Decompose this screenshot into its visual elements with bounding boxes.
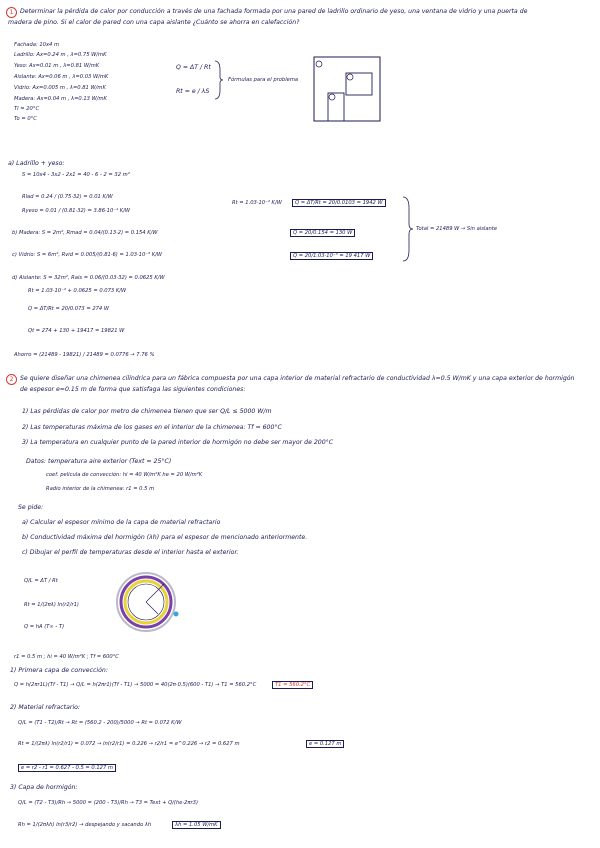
p2-given-2: Radio interior de la chimenea: r1 = 0.5 m: [46, 486, 155, 492]
p1-part-a-line-2: Rlad = 0.24 / (0.75·32) = 0.01 K/W: [22, 194, 113, 200]
p1-data-2: Yeso: Ax=0.01 m , λ=0.81 W/mK: [14, 63, 100, 69]
p1-part-a-result-2: Q = ΔT/Rt = 20/0.0103 = 1942 W: [292, 199, 386, 207]
p1-data-1: Ladrillo: Ax=0.24 m , λ=0.75 W/mK: [14, 52, 107, 58]
p1-part-d-line-3: Qt = 274 + 130 + 19417 = 19821 W: [28, 328, 125, 334]
p1-formula-2: Rt = e / λS: [176, 88, 210, 95]
p2-condition-2: 2) Las temperaturas máxima de los gases en el interior de la chimenea: Tf = 600°C: [22, 424, 282, 431]
p2-ask-b: b) Conductividad máxima del hormigón (λh) para el espesor de mencionado anteriormente.: [22, 534, 308, 541]
p1-part-d-line-2: Q = ΔT/Rt = 20/0.073 = 274 W: [28, 306, 109, 312]
p1-formula-note: Fórmulas para el problema: [228, 77, 299, 83]
p2-formula-2: Rt = 1/(2πλ) ln(r2/r1): [24, 602, 79, 608]
p2-step2-title: 2) Material refractario:: [10, 704, 81, 711]
p2-step3-result: λh = 1.05 W/mK: [172, 821, 221, 829]
p2-formula-3: Q = hA (T∞ - T): [24, 624, 65, 630]
p2-step2-a: Q/L = (T1 - T2)/Rt → Rt = (560.2 - 200)/5000 → Rt = 0.072 K/W: [18, 720, 182, 726]
p1-data-7: To = 0°C: [14, 116, 37, 122]
p2-given-1: coef. pelicula de convección: hi = 40 W/m²K he = 20 W/m²K: [46, 472, 203, 478]
p1-statement-line-2: madera de pino. Si el calor de pared con una capa aislante ¿Cuánto se ahorra en calefacción?: [8, 19, 300, 26]
p2-condition-1: 1) Las pérdidas de calor por metro de chimenea tienen que ser Q/L ≤ 5000 W/m: [22, 408, 272, 415]
p2-ask-c: c) Dibujar el perfil de temperaturas desde el interior hasta el exterior.: [22, 549, 239, 556]
p1-total: Total = 21489 W → Sin aislante: [416, 226, 498, 232]
p2-step3-b: Rh = 1/(2πλh) ln(r3/r2) → despejando y sacando λh: [18, 822, 152, 828]
p1-total-brace: [402, 196, 414, 262]
p2-formula-1: Q/L = ΔT / Rt: [24, 578, 58, 584]
p1-data-3: Aislante: Ax=0.06 m , λ=0.03 W/mK: [14, 74, 109, 80]
chimney-cross-section: [114, 570, 184, 634]
p1-part-d: d) Aislante: S = 32m², Rais = 0.06/(0.03·32) = 0.0625 K/W: [12, 275, 165, 281]
p1-part-a-line-3: Ryeso = 0.01 / (0.81·32) = 3.86·10⁻⁴ K/W: [22, 208, 131, 214]
p1-part-a-result-1: Rt = 1.03·10⁻² K/W: [232, 200, 282, 206]
p2-step1-title: 1) Primera capa de convección:: [10, 667, 108, 674]
p2-r-values: r1 = 0.5 m ; hi = 40 W/m²K ; Tf = 600°C: [14, 654, 119, 660]
p1-part-b: b) Madera: S = 2m², Rmad = 0.04/(0.13·2) = 0.154 K/W: [12, 230, 158, 236]
facade-sketch: [312, 55, 384, 125]
p1-part-c: c) Vidrio: S = 6m², Rvid = 0.005/(0.81·6) = 1.03·10⁻³ K/W: [12, 252, 163, 258]
p1-saving: Ahorro = (21489 - 19821) / 21489 = 0.0776 → 7.76 %: [14, 352, 155, 358]
p2-step1-result: T1 = 560.2°C: [272, 681, 313, 689]
p1-data-6: Ti = 20°C: [14, 106, 40, 112]
p2-given-title: Datos: temperatura aire exterior (Text = 25°C): [26, 458, 172, 465]
p2-step3-title: 3) Capa de hormigón:: [10, 784, 78, 791]
p2-statement-line-2: de espesor e=0.15 m de forma que satisfaga las siguientes condiciones:: [20, 386, 246, 393]
problem-1-number: 1: [6, 7, 17, 18]
p2-step3-a: Q/L = (T2 - T3)/Rh → 5000 = (200 - T3)/Rh → T3 = Text + Q/(he·2πr3): [18, 800, 198, 806]
p1-statement-line-1: Determinar la pérdida de calor por conducción a través de una fachada formada por una pared de ladrillo ordinario de yeso, una ventana de vidrio y una puerta de: [20, 8, 528, 15]
p1-part-c-result: Q = 20/1.03·10⁻³ = 19 417 W: [290, 252, 373, 260]
p1-data-0: Fachada: 10x4 m: [14, 42, 60, 48]
p2-step1: Q = h(2πr1L)(Tf - T1) → Q/L = h(2πr1)(Tf - T1) → 5000 = 40(2π·0.5)(600 - T1) → T1 = 560.2°C: [14, 682, 257, 688]
p1-data-4: Vidrio: Ax=0.005 m , λ=0.81 W/mK: [14, 85, 106, 91]
p1-formula-brace: [214, 60, 224, 100]
p1-part-a-line-1: S = 10x4 - 3x2 - 2x1 = 40 - 6 - 2 = 32 m²: [22, 172, 130, 178]
p1-data-5: Madera: Ax=0.04 m , λ=0.13 W/mK: [14, 96, 107, 102]
p2-step2-c: e = r2 - r1 = 0.627 - 0.5 = 0.127 m: [18, 764, 116, 772]
p2-condition-3: 3) La temperatura en cualquier punto de la pared interior de hormigón no debe ser mayor de 200°C: [22, 439, 334, 446]
p1-part-b-result: Q = 20/0.154 = 130 W: [290, 229, 355, 237]
p1-part-d-line-1: Rt = 1.03·10⁻² + 0.0625 = 0.073 K/W: [28, 288, 127, 294]
p2-statement-line-1: Se quiere diseñar una chimenea cilíndrica para un fábrica compuesta por una capa interior de material refractario de conductividad λ=0.5 W/mK y una capa exterior de hormigón: [20, 375, 575, 382]
p2-step2-b: Rt = 1/(2πλ) ln(r2/r1) = 0.072 → ln(r2/r1) = 0.226 → r2/r1 = e^0.226 → r2 = 0.627 m: [18, 741, 240, 747]
p2-asks-title: Se pide:: [18, 504, 44, 511]
p2-step2-result: e = 0.127 m: [306, 740, 344, 748]
problem-2-number: 2: [6, 374, 17, 385]
p2-ask-a: a) Calcular el espesor mínimo de la capa de material refractario: [22, 519, 221, 526]
p1-part-a: a) Ladrillo + yeso:: [8, 160, 65, 167]
p1-formula-1: Q = ΔT / Rt: [176, 64, 211, 71]
